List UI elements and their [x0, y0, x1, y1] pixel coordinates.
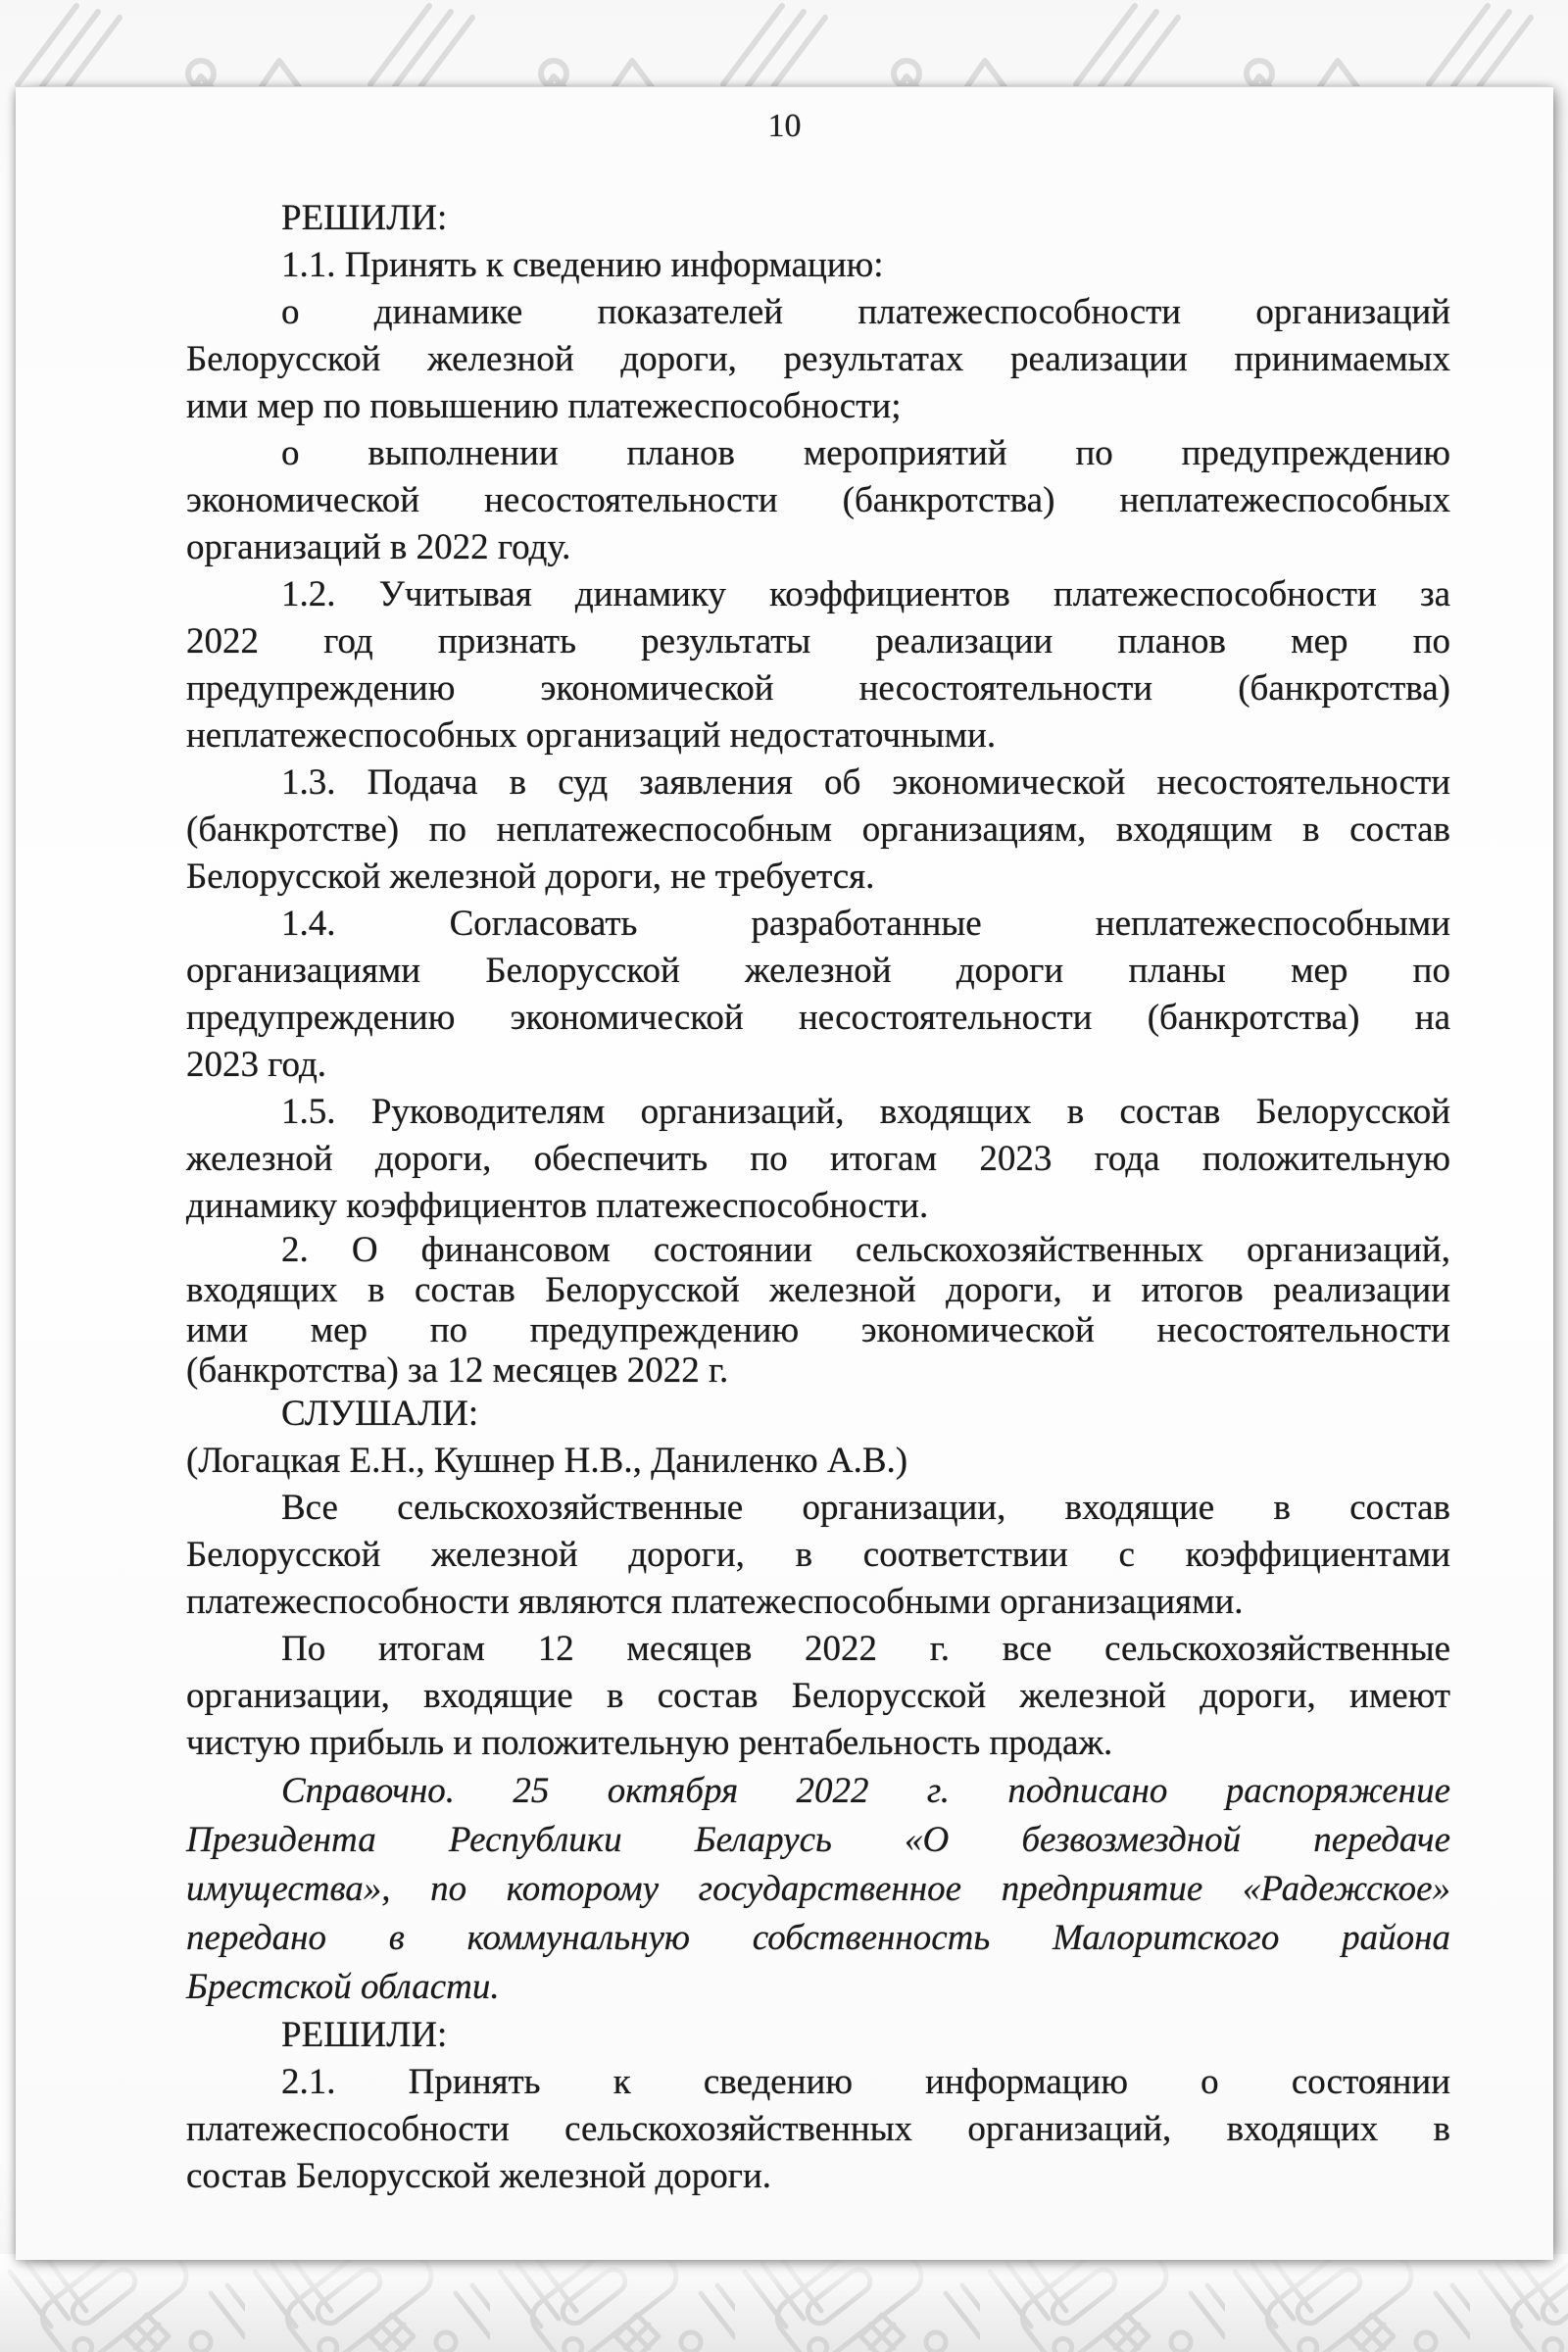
text-line: 2023 год. [186, 1045, 327, 1085]
text-line: о выполнении планов мероприятий по предупреждению [281, 433, 1450, 473]
heard-heading [186, 1391, 1450, 1438]
item-1-3 [186, 760, 1450, 901]
text-line: железной дороги, обеспечить по итогам 2023 года положительную [186, 1139, 1450, 1179]
text-line: организаций в 2022 году. [186, 527, 571, 567]
text-line: 1.3. Подача в суд заявления об экономической несостоятельности [281, 762, 1450, 803]
text-line: Белорусской железной дороги, результатах реализации принимаемых [186, 339, 1450, 379]
text-line: платежеспособности являются платежеспособными организациями. [186, 1582, 1244, 1622]
item-2-1 [186, 2059, 1450, 2200]
text-column [186, 195, 1450, 2200]
watermark-pattern-top [0, 0, 1568, 90]
document-page [16, 86, 1553, 2260]
para-all-organizations [186, 1485, 1450, 1626]
item-1-2 [186, 571, 1450, 760]
text-line: 2022 год признать результаты реализации планов мер по [186, 621, 1450, 662]
text-line: 1.5. Руководителям организаций, входящих в состав Белорусской [281, 1092, 1450, 1132]
text-line: 1.4. Согласовать разработанные неплатежеспособными [281, 904, 1450, 944]
text-line: передано в коммунальную собственность Малоритского района [186, 1918, 1450, 1958]
text-line: РЕШИЛИ: [281, 198, 448, 238]
text-line: 2. О финансовом состоянии сельскохозяйственных организаций, [281, 1230, 1450, 1270]
item-1-1-sub-b [186, 430, 1450, 571]
text-line: чистую прибыль и положительную рентабельность продаж. [186, 1723, 1113, 1763]
text-line: динамику коэффициентов платежеспособности. [186, 1186, 929, 1226]
text-line: По итогам 12 месяцев 2022 г. все сельскохозяйственные [281, 1629, 1450, 1669]
text-line: Справочно. 25 октября 2022 г. подписано распоряжение [281, 1771, 1450, 1811]
text-line: Белорусской железной дороги, в соответствии с коэффициентами [186, 1535, 1450, 1575]
text-line: ими мер по повышению платежеспособности; [186, 386, 902, 426]
watermark-fade-overlay [0, 2254, 1568, 2352]
page-number: 10 [767, 108, 802, 144]
text-line: (банкротстве) по неплатежеспособным организациям, входящим в состав [186, 809, 1450, 850]
item-1-1 [186, 242, 1450, 289]
text-line: состав Белорусской железной дороги. [186, 2156, 772, 2196]
text-line: организациями Белорусской железной дороги планы мер по [186, 951, 1450, 991]
text-line: 1.1. Принять к сведению информацию: [281, 245, 884, 285]
text-line: Белорусской железной дороги, не требуется. [186, 857, 875, 897]
text-line: СЛУШАЛИ: [281, 1394, 479, 1434]
text-line: Президента Республики Беларусь «О безвозмездной передаче [186, 1820, 1450, 1860]
text-line: организации, входящие в состав Белорусской железной дороги, имеют [186, 1676, 1450, 1716]
item-1-1-sub-a [186, 289, 1450, 430]
text-line: неплатежеспособных организаций недостаточными. [186, 715, 997, 756]
para-12-months-results [186, 1626, 1450, 1767]
text-line: 1.2. Учитывая динамику коэффициентов платежеспособности за [281, 574, 1450, 614]
text-line: 2.1. Принять к сведению информацию о состоянии [281, 2062, 1450, 2102]
text-line: (банкротства) за 12 месяцев 2022 г. [186, 1350, 729, 1391]
text-line: (Логацкая Е.Н., Кушнер Н.В., Даниленко А.В.) [186, 1441, 908, 1481]
text-line: предупреждению экономической несостоятельности (банкротства) [186, 668, 1450, 709]
text-line: Все сельскохозяйственные организации, входящие в состав [281, 1488, 1450, 1528]
text-line: входящих в состав Белорусской железной дороги, и итогов реализации [186, 1270, 1450, 1310]
item-2 [186, 1230, 1450, 1391]
text-line: ими мер по предупреждению экономической несостоятельности [186, 1310, 1450, 1350]
text-line: Брестской области. [186, 1967, 500, 2007]
text-line: экономической несостоятельности (банкротства) неплатежеспособных [186, 480, 1450, 520]
reference-note [186, 1767, 1450, 2012]
decided-heading-1 [186, 195, 1450, 242]
text-line: платежеспособности сельскохозяйственных организаций, входящих в [186, 2109, 1450, 2149]
text-line: предупреждению экономической несостоятельности (банкротства) на [186, 998, 1450, 1038]
decided-heading-2 [186, 2012, 1450, 2059]
speakers-line [186, 1438, 1450, 1485]
text-line: имущества», по которому государственное предприятие «Радежское» [186, 1869, 1450, 1909]
item-1-4 [186, 901, 1450, 1089]
text-line: о динамике показателей платежеспособности организаций [281, 292, 1450, 332]
text-line: РЕШИЛИ: [281, 2015, 448, 2055]
item-1-5 [186, 1089, 1450, 1230]
